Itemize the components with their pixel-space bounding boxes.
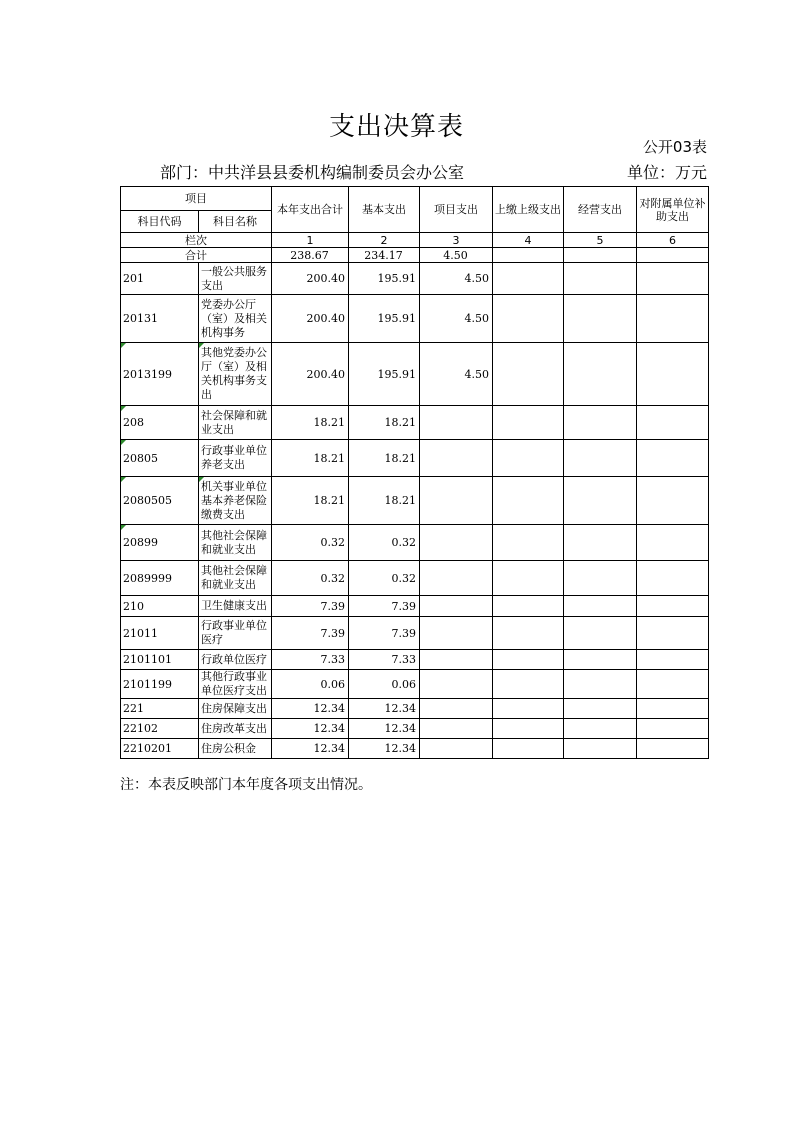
row-col1: 200.40 <box>272 343 349 406</box>
row-name: 其他党委办公厅（室）及相关机构事务支出 <box>199 343 272 406</box>
header-col4: 上缴上级支出 <box>493 187 564 233</box>
total-label: 合计 <box>121 248 272 263</box>
row-col2: 0.06 <box>349 670 420 699</box>
table-row <box>121 477 709 525</box>
row-col2: 7.33 <box>349 650 420 670</box>
row-col3: 4.50 <box>420 263 493 295</box>
column-index-4: 4 <box>493 233 564 248</box>
column-index-6: 6 <box>637 233 709 248</box>
row-name: 其他社会保障和就业支出 <box>199 561 272 596</box>
row-code: 20131 <box>121 295 199 343</box>
row-name: 行政事业单位养老支出 <box>199 440 272 477</box>
row-col1: 12.34 <box>272 739 349 759</box>
header-col1: 本年支出合计 <box>272 187 349 233</box>
total-row <box>121 248 709 263</box>
table-row <box>121 525 709 561</box>
row-col1: 200.40 <box>272 263 349 295</box>
row-col1: 18.21 <box>272 477 349 525</box>
row-col3 <box>420 699 493 719</box>
row-name: 其他行政事业单位医疗支出 <box>199 670 272 699</box>
column-index-label: 栏次 <box>121 233 272 248</box>
row-col2: 195.91 <box>349 295 420 343</box>
row-col2: 0.32 <box>349 525 420 561</box>
header-subject-code: 科目代码 <box>121 211 199 233</box>
row-code: 2101101 <box>121 650 199 670</box>
row-col2: 18.21 <box>349 440 420 477</box>
row-code: 2210201 <box>121 739 199 759</box>
table-row <box>121 739 709 759</box>
column-index-3: 3 <box>420 233 493 248</box>
row-col2: 0.32 <box>349 561 420 596</box>
row-code: 208 <box>121 406 199 440</box>
row-col2: 12.34 <box>349 699 420 719</box>
table-row <box>121 295 709 343</box>
row-code: 20805 <box>121 440 199 477</box>
row-col3 <box>420 406 493 440</box>
total-col2: 234.17 <box>349 248 420 263</box>
row-code: 21011 <box>121 617 199 650</box>
table-row <box>121 406 709 440</box>
row-code: 210 <box>121 596 199 617</box>
row-col1: 0.32 <box>272 561 349 596</box>
row-code: 201 <box>121 263 199 295</box>
row-col1: 0.32 <box>272 525 349 561</box>
row-col3 <box>420 440 493 477</box>
row-col2: 12.34 <box>349 719 420 739</box>
row-col2: 18.21 <box>349 406 420 440</box>
row-col1: 18.21 <box>272 406 349 440</box>
total-col1: 238.67 <box>272 248 349 263</box>
row-col1: 7.39 <box>272 617 349 650</box>
row-name: 行政事业单位医疗 <box>199 617 272 650</box>
row-col3 <box>420 739 493 759</box>
header-col3: 项目支出 <box>420 187 493 233</box>
table-row <box>121 617 709 650</box>
footnote: 注：本表反映部门本年度各项支出情况。 <box>120 777 372 793</box>
row-col3 <box>420 719 493 739</box>
column-index-5: 5 <box>564 233 637 248</box>
total-col4 <box>493 248 564 263</box>
row-code: 221 <box>121 699 199 719</box>
row-name: 机关事业单位基本养老保险缴费支出 <box>199 477 272 525</box>
table-row <box>121 596 709 617</box>
row-col3 <box>420 561 493 596</box>
row-name: 住房改革支出 <box>199 719 272 739</box>
row-code: 2089999 <box>121 561 199 596</box>
column-index-2: 2 <box>349 233 420 248</box>
row-name: 一般公共服务支出 <box>199 263 272 295</box>
row-col3 <box>420 525 493 561</box>
row-col1: 18.21 <box>272 440 349 477</box>
table-row <box>121 650 709 670</box>
total-col5 <box>564 248 637 263</box>
row-col3 <box>420 477 493 525</box>
row-col3: 4.50 <box>420 295 493 343</box>
row-col1: 200.40 <box>272 295 349 343</box>
row-col1: 12.34 <box>272 699 349 719</box>
row-name: 住房保障支出 <box>199 699 272 719</box>
row-name: 住房公积金 <box>199 739 272 759</box>
header-col6: 对附属单位补助支出 <box>637 187 709 233</box>
table-row <box>121 343 709 406</box>
row-col3: 4.50 <box>420 343 493 406</box>
table-row <box>121 263 709 295</box>
row-name: 其他社会保障和就业支出 <box>199 525 272 561</box>
total-col6 <box>637 248 709 263</box>
row-code: 2080505 <box>121 477 199 525</box>
row-col3 <box>420 596 493 617</box>
row-code: 20899 <box>121 525 199 561</box>
row-col3 <box>420 617 493 650</box>
row-col2: 12.34 <box>349 739 420 759</box>
row-col3 <box>420 650 493 670</box>
row-name: 卫生健康支出 <box>199 596 272 617</box>
row-col2: 7.39 <box>349 596 420 617</box>
column-index-1: 1 <box>272 233 349 248</box>
unit-label: 单位：万元 <box>626 163 707 182</box>
row-code: 2013199 <box>121 343 199 406</box>
row-col2: 195.91 <box>349 343 420 406</box>
row-col3 <box>420 670 493 699</box>
row-code: 22102 <box>121 719 199 739</box>
row-name: 党委办公厅（室）及相关机构事务 <box>199 295 272 343</box>
department-label: 部门：中共洋县县委机构编制委员会办公室 <box>160 163 465 182</box>
header-item: 项目 <box>121 187 272 211</box>
header-col2: 基本支出 <box>349 187 420 233</box>
total-col3: 4.50 <box>420 248 493 263</box>
row-col2: 18.21 <box>349 477 420 525</box>
row-col1: 0.06 <box>272 670 349 699</box>
row-name: 社会保障和就业支出 <box>199 406 272 440</box>
table-row <box>121 561 709 596</box>
row-col1: 7.39 <box>272 596 349 617</box>
table-row <box>121 719 709 739</box>
form-code: 公开03表 <box>642 138 707 156</box>
page-title: 支出决算表 <box>328 112 464 142</box>
table-row <box>121 440 709 477</box>
row-col1: 7.33 <box>272 650 349 670</box>
row-name: 行政单位医疗 <box>199 650 272 670</box>
row-col2: 195.91 <box>349 263 420 295</box>
expenditure-table <box>120 186 709 759</box>
header-col5: 经营支出 <box>564 187 637 233</box>
row-col1: 12.34 <box>272 719 349 739</box>
header-subject-name: 科目名称 <box>199 211 272 233</box>
table-row <box>121 699 709 719</box>
row-col2: 7.39 <box>349 617 420 650</box>
row-code: 2101199 <box>121 670 199 699</box>
table-row <box>121 670 709 699</box>
